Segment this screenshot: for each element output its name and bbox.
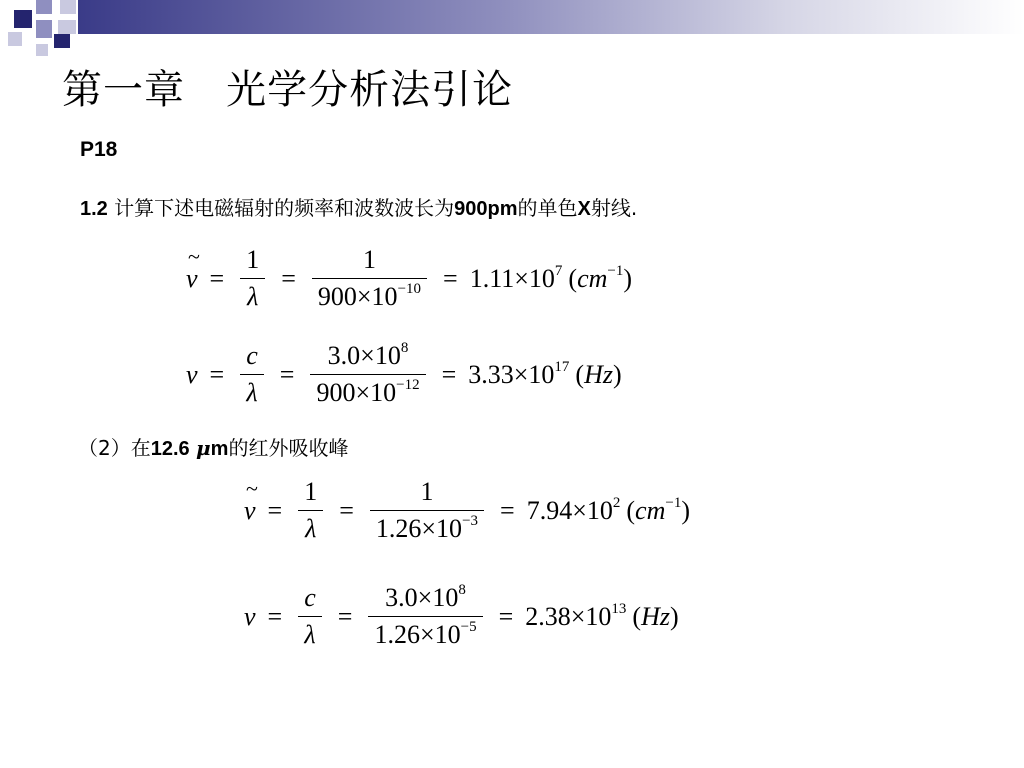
header-square-7 bbox=[54, 34, 70, 48]
equals-sign: = bbox=[337, 601, 353, 631]
numerator: 1 bbox=[420, 477, 434, 506]
header-square-6 bbox=[58, 20, 76, 34]
fraction-one-over-lambda bbox=[298, 474, 323, 547]
num-exponent: 8 bbox=[458, 582, 466, 598]
numerator: 1 bbox=[304, 477, 318, 506]
equals-sign: = bbox=[281, 263, 296, 293]
result bbox=[468, 360, 569, 390]
paren-close: ) bbox=[681, 495, 691, 525]
den-base: 1.26×10 bbox=[374, 620, 461, 649]
problem-statement bbox=[80, 192, 637, 221]
nu-tilde-symbol: ~ ν bbox=[244, 496, 256, 526]
fraction-c-over-lambda bbox=[298, 580, 322, 653]
den-base: 1.26×10 bbox=[375, 514, 463, 543]
header-square-8 bbox=[36, 44, 48, 56]
problem-text-before: 计算下述电磁辐射的频率和波数波长为 bbox=[114, 196, 455, 220]
denominator bbox=[312, 279, 427, 315]
problem-number: 1.2 bbox=[80, 198, 108, 220]
equals-sign: = bbox=[500, 495, 515, 525]
sub-problem-value: 12.6 bbox=[150, 438, 190, 460]
header-square-1 bbox=[14, 10, 32, 28]
fraction-wavelength bbox=[370, 474, 484, 547]
paren-close: ) bbox=[670, 601, 679, 631]
header-square-4 bbox=[8, 32, 22, 46]
paren-close: ) bbox=[613, 359, 622, 389]
result-base: 7.94×10 bbox=[526, 495, 613, 525]
header-square-2 bbox=[36, 0, 52, 14]
numerator bbox=[379, 580, 472, 616]
nu-symbol: ν bbox=[244, 601, 256, 631]
numerator: 1 bbox=[362, 245, 376, 274]
fraction-frequency bbox=[310, 338, 425, 411]
sub-problem-prefix: （2）在 bbox=[78, 436, 151, 460]
paren-open: ( bbox=[626, 495, 636, 525]
nu-tilde-symbol: ~ ν bbox=[186, 264, 198, 294]
den-base: 900×10 bbox=[317, 282, 398, 311]
equation-2 bbox=[186, 338, 622, 411]
den-base: 900×10 bbox=[316, 378, 397, 407]
sub-problem-statement bbox=[78, 432, 348, 461]
fraction-c-over-lambda bbox=[240, 338, 264, 411]
denominator: λ bbox=[304, 620, 316, 649]
num-base: 3.0×10 bbox=[327, 341, 401, 370]
unit-name: Hz bbox=[584, 359, 613, 389]
den-exponent: −5 bbox=[460, 619, 477, 635]
result-exponent: 7 bbox=[554, 262, 563, 279]
header-square-5 bbox=[36, 20, 52, 38]
equals-sign: = bbox=[441, 359, 457, 389]
sub-problem-unit: m bbox=[210, 438, 229, 460]
equals-sign: = bbox=[339, 495, 354, 525]
paren-close: ) bbox=[623, 263, 633, 293]
numerator bbox=[322, 338, 415, 374]
result bbox=[525, 602, 626, 632]
sub-problem-suffix: 的红外吸收峰 bbox=[228, 436, 349, 460]
equation-1 bbox=[186, 242, 632, 315]
denominator: λ bbox=[246, 378, 258, 407]
equals-sign: = bbox=[279, 359, 295, 389]
den-exponent: −10 bbox=[397, 281, 422, 297]
result-base: 1.11×10 bbox=[469, 263, 555, 293]
equals-sign: = bbox=[443, 263, 458, 293]
fraction-frequency bbox=[368, 580, 482, 653]
denominator: λ bbox=[247, 282, 259, 311]
unit bbox=[626, 496, 690, 526]
header-gradient-band bbox=[78, 0, 1024, 34]
unit-name: Hz bbox=[641, 601, 670, 631]
result bbox=[470, 264, 563, 294]
header-square-3 bbox=[60, 0, 76, 14]
fraction-wavelength bbox=[312, 242, 427, 315]
num-exponent: 8 bbox=[400, 340, 409, 356]
paren-open: ( bbox=[568, 263, 578, 293]
equation-3 bbox=[244, 474, 690, 547]
equals-sign: = bbox=[267, 601, 283, 631]
unit bbox=[632, 602, 678, 632]
numerator: 1 bbox=[246, 245, 260, 274]
den-exponent: −3 bbox=[462, 513, 479, 529]
num-base: 3.0×10 bbox=[385, 583, 459, 612]
result bbox=[527, 496, 621, 526]
equals-sign: = bbox=[209, 263, 225, 293]
equals-sign: = bbox=[498, 601, 514, 631]
numerator: c bbox=[246, 341, 258, 370]
equation-4 bbox=[244, 580, 679, 653]
problem-x-label: X bbox=[577, 198, 591, 220]
unit-name: cm bbox=[577, 263, 608, 293]
unit-name: cm bbox=[635, 495, 666, 525]
result-exponent: 17 bbox=[554, 358, 570, 375]
paren-open: ( bbox=[632, 601, 642, 631]
page-title: 第一章 光学分析法引论 bbox=[62, 67, 514, 113]
unit-exponent: −1 bbox=[607, 262, 624, 279]
numerator: c bbox=[304, 583, 316, 612]
den-exponent: −12 bbox=[396, 377, 420, 393]
unit bbox=[568, 264, 632, 294]
mu-symbol: μ bbox=[196, 436, 211, 460]
unit-exponent: −1 bbox=[665, 494, 682, 511]
nu-symbol: ν bbox=[186, 359, 198, 389]
paren-open: ( bbox=[575, 359, 585, 389]
result-base: 3.33×10 bbox=[468, 359, 555, 389]
page-reference: P18 bbox=[80, 138, 118, 161]
denominator bbox=[310, 375, 425, 411]
equals-sign: = bbox=[209, 359, 225, 389]
result-exponent: 13 bbox=[611, 600, 627, 617]
result-base: 2.38×10 bbox=[525, 601, 612, 631]
equals-sign: = bbox=[267, 495, 283, 525]
denominator: λ bbox=[305, 514, 317, 543]
result-exponent: 2 bbox=[612, 494, 621, 511]
unit bbox=[575, 360, 621, 390]
problem-text-middle: 的单色 bbox=[517, 196, 578, 220]
denominator bbox=[370, 511, 484, 547]
fraction-one-over-lambda bbox=[240, 242, 265, 315]
denominator bbox=[368, 617, 482, 653]
problem-wavelength: 900pm bbox=[454, 198, 518, 220]
problem-text-after: 射线. bbox=[590, 196, 638, 220]
